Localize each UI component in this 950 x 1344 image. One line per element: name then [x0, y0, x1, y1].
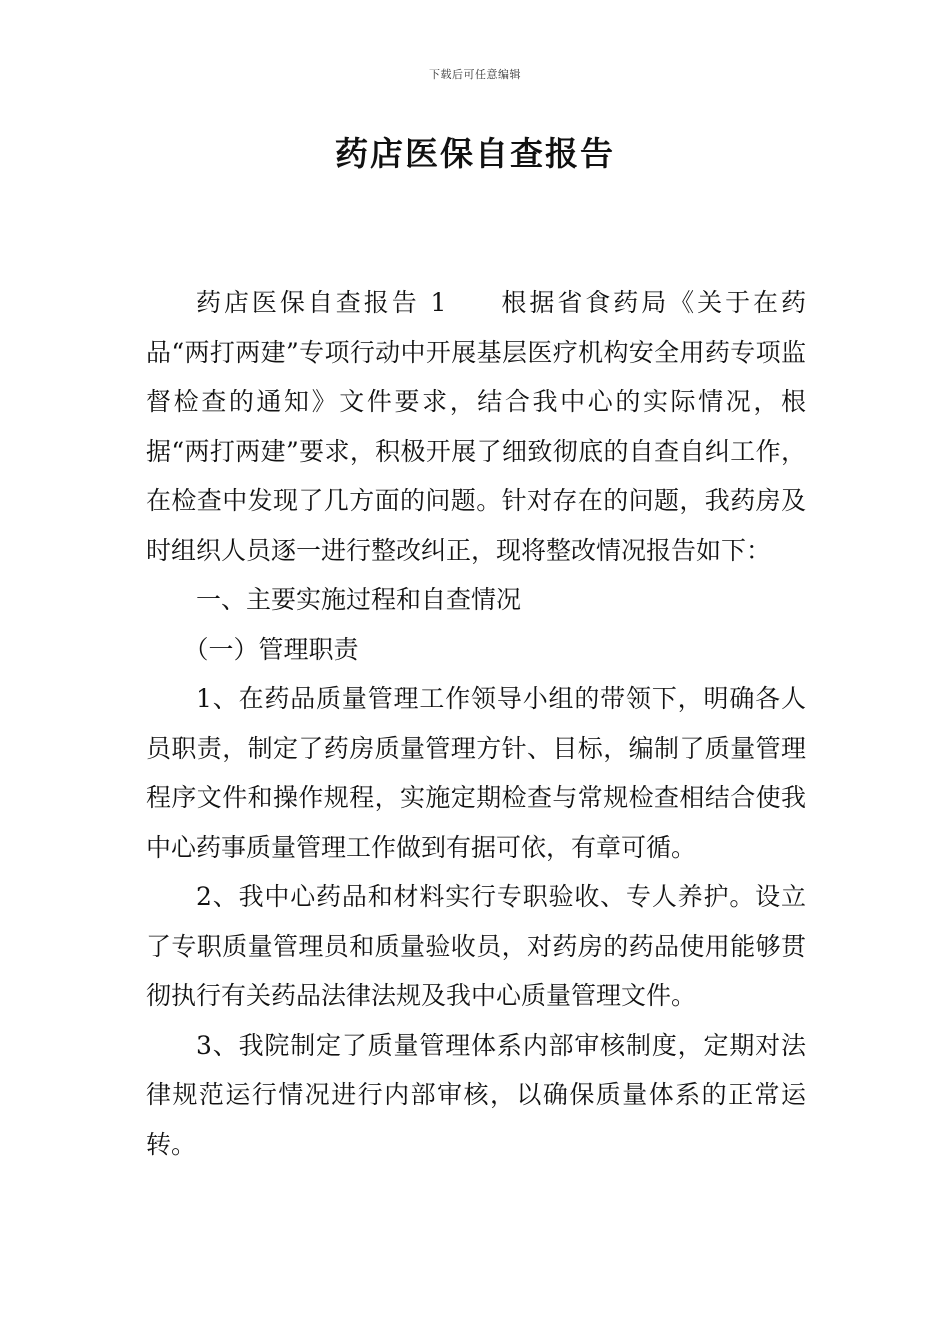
document-body: [146, 278, 806, 1169]
document-title: 药店医保自查报告: [335, 134, 615, 173]
intro-paragraph: [146, 278, 806, 575]
header-note: 下载后可任意编辑: [429, 68, 521, 81]
intro-text: 根据省食药局《关于在药品“两打两建”专项行动中开展基层医疗机构安全用药专项监督检查的通知》文件要求，结合我中心的实际情况，根据“两打两建”要求，积极开展了细致彻底的自查自纠工作，在检查中发现了几方面的问题。针对存在的问题，我药房及时组织人员逐一进行整改纠正，现将整改情况报告如下：: [146, 288, 806, 565]
paragraph-item-1: 1、在药品质量管理工作领导小组的带领下，明确各人员职责，制定了药房质量管理方针、目标，编制了质量管理程序文件和操作规程，实施定期检查与常规检查相结合使我中心药事质量管理工作做到有据可依，有章可循。: [146, 684, 806, 862]
intro-label: 药店医保自查报告 1: [196, 288, 447, 317]
paragraph-item-2: 2、我中心药品和材料实行专职验收、专人养护。设立了专职质量管理员和质量验收员，对药房的药品使用能够贯彻执行有关药品法律法规及我中心质量管理文件。: [146, 882, 806, 1010]
subsection-heading: （一）管理职责: [183, 634, 359, 664]
section-heading: 一、主要实施过程和自查情况: [196, 585, 522, 614]
paragraph-item-3: 3、我院制定了质量管理体系内部审核制度，定期对法律规范运行情况进行内部审核，以确保质量体系的正常运转。: [146, 1030, 806, 1159]
